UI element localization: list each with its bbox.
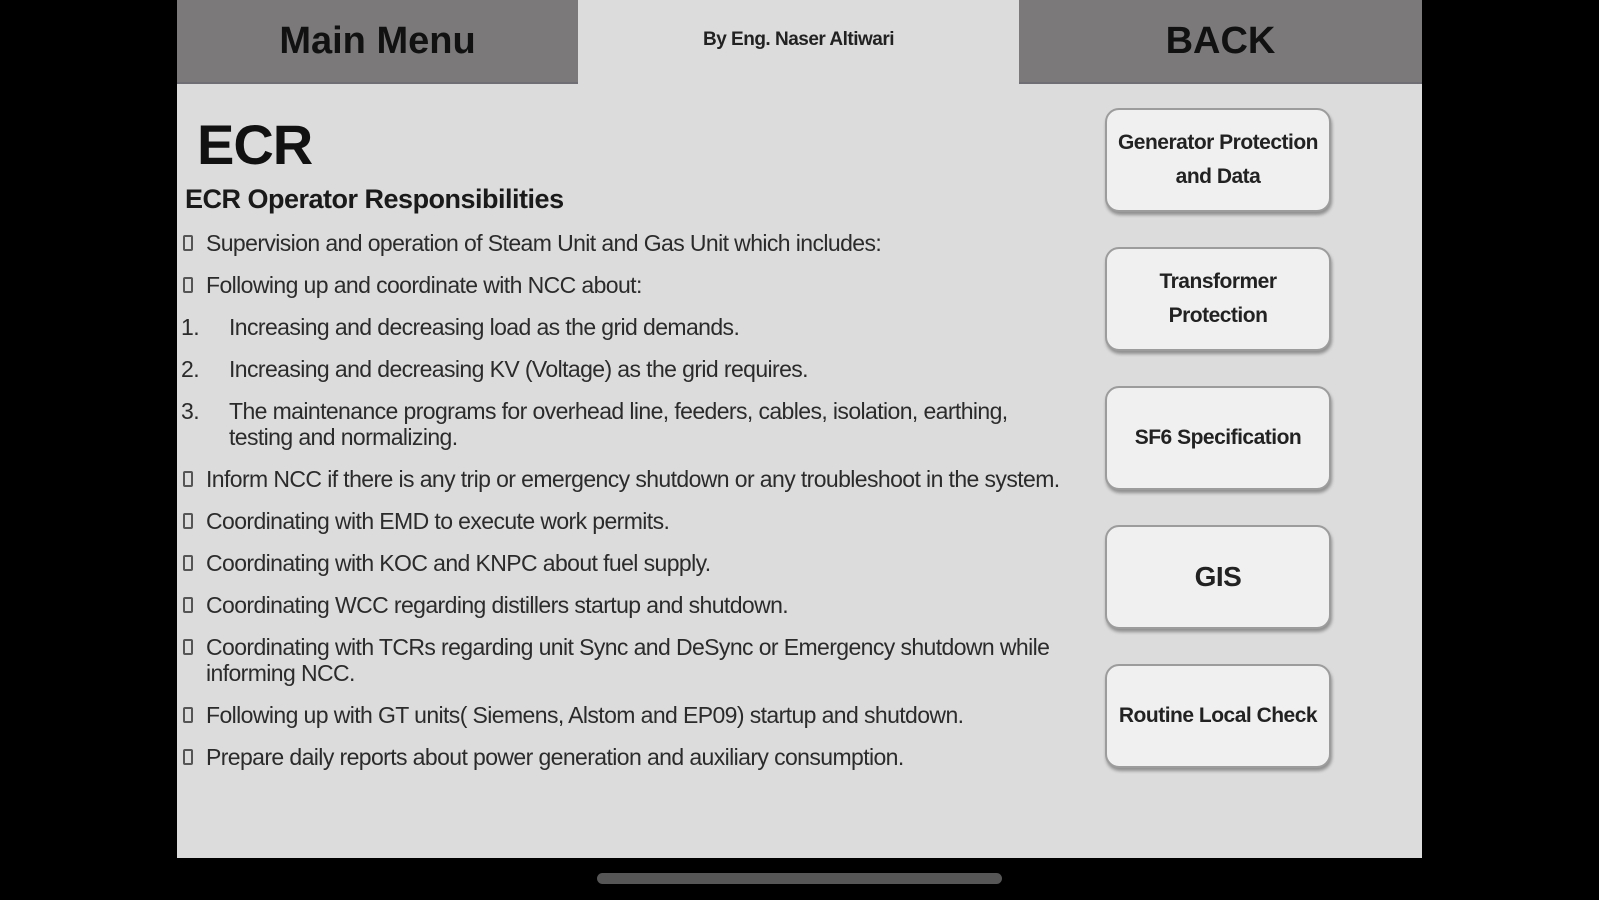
bullet-box-icon (181, 634, 206, 686)
list-number: 2. (181, 356, 199, 382)
list-item (181, 550, 1061, 576)
list-item (181, 230, 1061, 256)
gis-button[interactable]: GIS (1105, 525, 1331, 629)
list-item-text: Increasing and decreasing KV (Voltage) as the grid requires. (229, 356, 808, 382)
list-item-text: Following up and coordinate with NCC about: (206, 272, 642, 298)
responsibilities-list (181, 230, 1061, 786)
list-item-text: Following up with GT units( Siemens, Alstom and EP09) startup and shutdown. (206, 702, 964, 728)
bullet-box-icon (181, 744, 206, 770)
list-item (181, 314, 1061, 340)
list-item-text: Prepare daily reports about power generation and auxiliary consumption. (206, 744, 904, 770)
list-item (181, 272, 1061, 298)
list-item (181, 592, 1061, 618)
list-item (181, 466, 1061, 492)
bullet-box-icon (181, 466, 206, 492)
routine-local-check-button[interactable]: Routine Local Check (1105, 664, 1331, 768)
top-bar (177, 0, 1422, 86)
list-item-text: Coordinating with KOC and KNPC about fuel supply. (206, 550, 711, 576)
list-item (181, 634, 1061, 686)
list-item (181, 398, 1061, 450)
list-item-text: Increasing and decreasing load as the grid demands. (229, 314, 740, 340)
transformer-protection-button[interactable]: Transformer Protection (1105, 247, 1331, 351)
side-menu (1105, 108, 1331, 803)
list-item (181, 744, 1061, 770)
bullet-box-icon (181, 272, 206, 298)
bullet-box-icon (181, 230, 206, 256)
home-indicator[interactable] (597, 873, 1002, 884)
page-title: ECR (197, 113, 313, 176)
list-item-text: Coordinating with EMD to execute work permits. (206, 508, 670, 534)
list-item-text: Supervision and operation of Steam Unit and Gas Unit which includes: (206, 230, 882, 256)
bullet-box-icon (181, 592, 206, 618)
list-item (181, 356, 1061, 382)
generator-protection-button[interactable]: Generator Protection and Data (1105, 108, 1331, 212)
list-item (181, 702, 1061, 728)
list-item-text: Coordinating with TCRs regarding unit Sync and DeSync or Emergency shutdown while informing NCC. (206, 634, 1050, 686)
app-screen (177, 0, 1422, 858)
list-item-text: Coordinating WCC regarding distillers startup and shutdown. (206, 592, 789, 618)
section-heading: ECR Operator Responsibilities (185, 184, 564, 214)
sf6-specification-button[interactable]: SF6 Specification (1105, 386, 1331, 490)
back-button[interactable]: BACK (1019, 0, 1422, 84)
bullet-box-icon (181, 702, 206, 728)
list-item-text: The maintenance programs for overhead line, feeders, cables, isolation, earthing, testing and normalizing. (229, 398, 1008, 450)
author-credit: By Eng. Naser Altiwari (702, 29, 895, 50)
list-item-text: Inform NCC if there is any trip or emergency shutdown or any troubleshoot in the system. (206, 466, 1060, 492)
bullet-box-icon (181, 550, 206, 576)
list-number: 1. (181, 314, 199, 340)
list-item (181, 508, 1061, 534)
bullet-box-icon (181, 508, 206, 534)
main-menu-button[interactable]: Main Menu (177, 0, 578, 84)
list-number: 3. (181, 398, 199, 424)
